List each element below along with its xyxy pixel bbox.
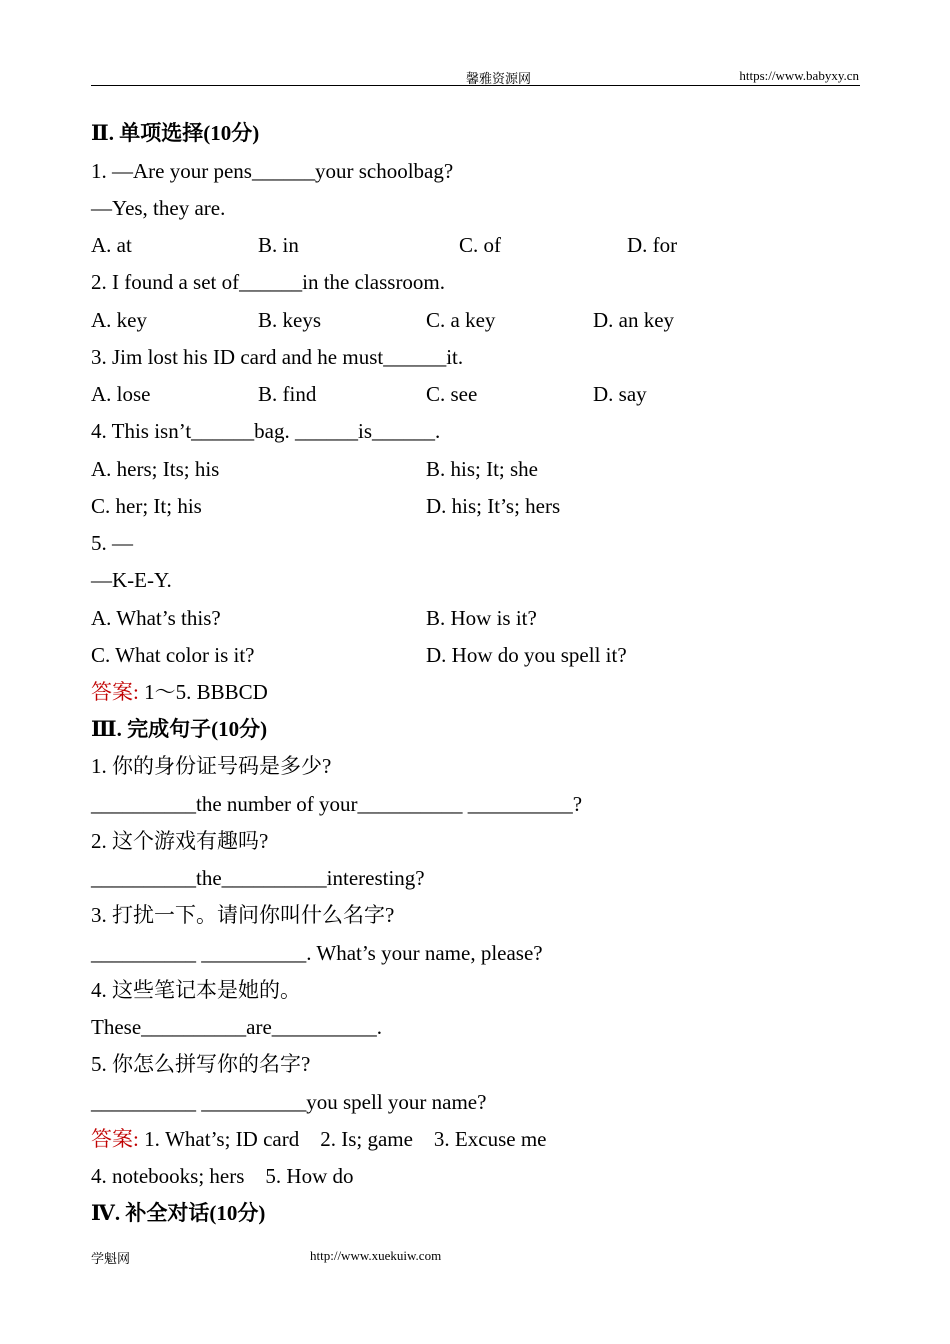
option-d: D. for bbox=[627, 233, 678, 257]
option-c: C. her; It; his bbox=[91, 494, 202, 518]
option-a: A. What’s this? bbox=[91, 606, 221, 630]
option-a: A. hers; Its; his bbox=[91, 457, 220, 481]
question-reply: —K-E-Y. bbox=[91, 568, 172, 592]
option-a: A. at bbox=[91, 233, 132, 257]
header-rule bbox=[91, 85, 860, 86]
option-c: C. a key bbox=[426, 308, 496, 332]
option-a: A. key bbox=[91, 308, 147, 332]
option-d: D. an key bbox=[593, 308, 675, 332]
section-4-title: Ⅳ. 补全对话(10分) bbox=[91, 1201, 266, 1225]
question-english: __________the__________interesting? bbox=[91, 866, 425, 890]
question-english: __________ __________you spell your name? bbox=[91, 1090, 487, 1114]
option-d: D. his; It’s; hers bbox=[426, 494, 561, 518]
option-c: C. of bbox=[459, 233, 501, 257]
question-english: __________the number of your__________ __________? bbox=[91, 792, 583, 816]
option-d: D. say bbox=[593, 382, 647, 406]
section-3-title: Ⅲ. 完成句子(10分) bbox=[91, 717, 268, 741]
option-d: D. How do you spell it? bbox=[426, 643, 627, 667]
answer-text: 1. What’s; ID card 2. Is; game 3. Excuse me bbox=[144, 1127, 547, 1151]
option-b: B. How is it? bbox=[426, 606, 537, 630]
answer-label: 答案: bbox=[91, 1127, 139, 1151]
answer-text: 1～5. BBBCD bbox=[144, 680, 268, 704]
answer-line bbox=[91, 1127, 546, 1151]
question-stem: 4. This isn’t______bag. ______is______. bbox=[91, 419, 441, 443]
option-a: A. lose bbox=[91, 382, 151, 406]
option-b: B. find bbox=[258, 382, 317, 406]
question-english: __________ __________. What’s your name, please? bbox=[91, 941, 543, 965]
option-b: B. his; It; she bbox=[426, 457, 539, 481]
answer-line-2: 4. notebooks; hers 5. How do bbox=[91, 1164, 354, 1188]
question-chinese: 5. 你怎么拼写你的名字? bbox=[91, 1052, 311, 1076]
footer-site-url[interactable]: http://www.xuekuiw.com bbox=[310, 1248, 442, 1263]
question-english: These__________are__________. bbox=[91, 1015, 383, 1039]
question-stem: 2. I found a set of______in the classroom. bbox=[91, 270, 446, 294]
question-chinese: 1. 你的身份证号码是多少? bbox=[91, 754, 332, 778]
answer-line bbox=[91, 680, 268, 704]
option-b: B. keys bbox=[258, 308, 321, 332]
option-b: B. in bbox=[258, 233, 299, 257]
option-c: C. see bbox=[426, 382, 478, 406]
question-stem: 3. Jim lost his ID card and he must______it. bbox=[91, 345, 464, 369]
question-chinese: 3. 打扰一下。请问你叫什么名字? bbox=[91, 903, 395, 927]
question-stem: 5. — bbox=[91, 531, 133, 555]
question-chinese: 4. 这些笔记本是她的。 bbox=[91, 978, 301, 1002]
section-2-title: Ⅱ. 单项选择(10分) bbox=[91, 121, 260, 145]
answer-label: 答案: bbox=[91, 680, 139, 704]
question-reply: —Yes, they are. bbox=[91, 196, 226, 220]
question-stem: 1. —Are your pens______your schoolbag? bbox=[91, 159, 454, 183]
question-chinese: 2. 这个游戏有趣吗? bbox=[91, 829, 269, 853]
header-site-name: 馨雅资源网 bbox=[466, 71, 532, 86]
header-site-url[interactable]: https://www.babyxy.cn bbox=[739, 68, 859, 83]
option-c: C. What color is it? bbox=[91, 643, 255, 667]
footer-site-name: 学魁网 bbox=[91, 1251, 131, 1266]
